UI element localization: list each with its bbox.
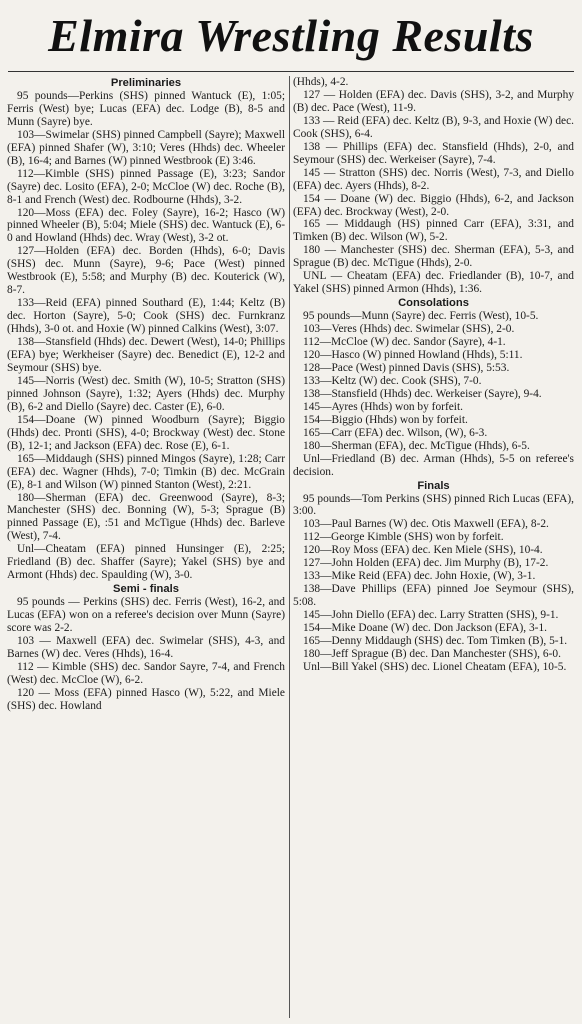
- result-entry: 95 pounds—Tom Perkins (SHS) pinned Rich Lucas (EFA), 3:00.: [293, 492, 574, 518]
- result-entry-continued: (Hhds), 4-2.: [293, 76, 349, 88]
- result-entry: 112—McCloe (W) dec. Sandor (Sayre), 4-1.: [303, 336, 506, 349]
- result-entry: 95 pounds—Munn (Sayre) dec. Ferris (West), 10-5.: [303, 310, 539, 323]
- result-entry: 127—Holden (EFA) dec. Borden (Hhds), 6-0; Davis (SHS) dec. Munn (Sayre), 9-6; Pace (West) pinned Westbrook (E), 5:58; and Murphy (B) dec. Kouterick (W), 8-7.: [7, 245, 285, 297]
- section-heading: Preliminaries: [110, 77, 182, 89]
- result-entry: 95 pounds — Perkins (SHS) dec. Ferris (West), 16-2, and Lucas (EFA) won on a referee's decision over Munn (Sayre) score was 2-2.: [7, 596, 285, 635]
- result-entry: Unl—Cheatam (EFA) pinned Hunsinger (E), 2:25; Friedland (B) dec. Shaffer (Sayre); Yakel (SHS) bye and Armont (Hhds) dec. Spaulding (W), 3-0.: [7, 543, 285, 582]
- result-entry: 103 — Maxwell (EFA) dec. Swimelar (SHS), 4-3, and Barnes (W) dec. Veres (Hhds), 16-4.: [7, 634, 285, 660]
- result-entry: 128—Pace (West) pinned Davis (SHS), 5:53.: [303, 361, 510, 374]
- result-entry: UNL — Cheatam (EFA) dec. Friedlander (B), 10-7, and Yakel (SHS) pinned Armon (Hhds), 1:36.: [293, 270, 574, 296]
- result-entry: 165—Carr (EFA) dec. Wilson, (W), 6-3.: [303, 426, 488, 439]
- result-entry: 145—Ayres (Hhds) won by forfeit.: [303, 400, 463, 413]
- result-entry: 138—Dave Phillips (EFA) pinned Joe Seymour (SHS), 5:08.: [293, 583, 574, 609]
- result-entry: 154—Biggio (Hhds) won by forfeit.: [303, 413, 468, 426]
- result-entry: 112 — Kimble (SHS) dec. Sandor Sayre, 7-4, and French (West) dec. McCloe (W), 6-2.: [7, 660, 285, 686]
- result-entry: Unl—Bill Yakel (SHS) dec. Lionel Cheatam (EFA), 10-5.: [303, 660, 567, 673]
- result-entry: 120—Roy Moss (EFA) dec. Ken Miele (SHS), 10-4.: [303, 544, 543, 557]
- section-heading: Finals: [417, 479, 450, 492]
- result-entry: 145—Norris (West) dec. Smith (W), 10-5; Stratton (SHS) pinned Johnson (Sayre), 1:32; Ayers (Hhds) dec. Murphy (B), 6-2 and Diello (Sayre) dec. Caster (E), 6-0.: [7, 374, 285, 413]
- result-entry: 180—Sherman (EFA), dec. McTigue (Hhds), 6-5.: [303, 439, 530, 452]
- result-entry: 133—Mike Reid (EFA) dec. John Hoxie, (W), 3-1.: [303, 570, 536, 583]
- result-entry: Unl—Friedland (B) dec. Arman (Hhds), 5-5 on referee's decision.: [293, 452, 574, 478]
- result-entry: 133—Keltz (W) dec. Cook (SHS), 7-0.: [303, 374, 482, 387]
- result-entry: 112—George Kimble (SHS) won by forfeit.: [303, 531, 504, 544]
- result-entry: 154 — Doane (W) dec. Biggio (Hhds), 6-2, and Jackson (EFA) dec. Brockway (West), 2-0.: [293, 192, 574, 218]
- result-entry: 165—Denny Middaugh (SHS) dec. Tom Timken (B), 5-1.: [303, 634, 568, 647]
- result-entry: 112—Kimble (SHS) pinned Passage (E), 3:23; Sandor (Sayre) dec. Losito (EFA), 2-0; McCloe (W) dec. Roche (B), 8-1 and French (West) dec. Rodbourne (Hhds), 3-2.: [7, 167, 285, 206]
- column-divider: [289, 76, 290, 1018]
- result-entry: 120 — Moss (EFA) pinned Hasco (W), 5:22, and Miele (SHS) dec. Howland: [7, 686, 285, 712]
- result-entry: 127—John Holden (EFA) dec. Jim Murphy (B), 17-2.: [303, 557, 549, 570]
- result-entry: 180—Jeff Sprague (B) dec. Dan Manchester (SHS), 6-0.: [303, 647, 561, 660]
- result-entry: 145 — Stratton (SHS) dec. Norris (West), 7-3, and Diello (EFA) dec. Ayers (Hhds), 8-2.: [293, 166, 574, 192]
- result-entry: 103—Paul Barnes (W) dec. Otis Maxwell (EFA), 8-2.: [303, 518, 549, 531]
- result-entry: 95 pounds—Perkins (SHS) pinned Wantuck (E), 1:05; Ferris (West) bye; Lucas (EFA) dec. Lodge (B), 8-5 and Munn (Sayre) bye.: [7, 89, 285, 128]
- result-entry: 180 — Manchester (SHS) dec. Sherman (EFA), 5-3, and Sprague (B) dec. McTigue (Hhds), 2-0.: [293, 244, 574, 270]
- result-entry: 103—Swimelar (SHS) pinned Campbell (Sayre); Maxwell (EFA) pinned Shafer (W), 3:10; Veres (Hhds) dec. Wheeler (B), 16-4; and Barnes (W) pinned Westbrook (E) 3:46.: [7, 128, 285, 167]
- result-entry: 103—Veres (Hhds) dec. Swimelar (SHS), 2-0.: [303, 323, 515, 336]
- result-entry: 133—Reid (EFA) pinned Southard (E), 1:44; Keltz (B) dec. Horton (Sayre), 5-0; Cook (SHS) dec. Furnkranz (Hhds), 3-0 ot. and Hoxie (W) pinned Calkins (West), 3:07.: [7, 297, 285, 336]
- result-entry: 145—John Diello (EFA) dec. Larry Stratten (SHS), 9-1.: [303, 609, 559, 622]
- section-heading: Consolations: [398, 297, 469, 310]
- result-entry: 165—Middaugh (SHS) pinned Mingos (Sayre), 1:28; Carr (EFA) dec. Wagner (Hhds), 7-0; Timkin (B) dec. McGrain (E), 8-1 and Wilson (W) pinned Stanton (West), 2:21.: [7, 452, 285, 491]
- result-entry: 138—Stansfield (Hhds) dec. Werkeiser (Sayre), 9-4.: [303, 387, 542, 400]
- headline: Elmira Wrestling Results: [48, 10, 534, 61]
- result-entry: 138—Stansfield (Hhds) dec. Dewert (West), 14-0; Phillips (EFA) bye; Werkheiser (Sayre) dec. Benedict (E), 12-2 and Seymour (SHS) bye.: [7, 336, 285, 374]
- result-entry: 154—Mike Doane (W) dec. Don Jackson (EFA), 3-1.: [303, 622, 547, 635]
- result-entry: 165 — Middaugh (HS) pinned Carr (EFA), 3:31, and Timken (B) dec. Wilson (W), 5-2.: [293, 218, 574, 244]
- result-entry: 120—Moss (EFA) dec. Foley (Sayre), 16-2; Hasco (W) pinned Wheeler (B), 5:04; Miele (SHS) dec. Wantuck (E), 6-0 and Howland (Hhds) dec. Wray (West), 3-2 ot.: [7, 206, 285, 245]
- result-entry: 138 — Phillips (EFA) dec. Stansfield (Hhds), 2-0, and Seymour (SHS) dec. Werkeiser (Sayre), 7-4.: [293, 140, 574, 166]
- result-entry: 154—Doane (W) pinned Woodburn (Sayre); Biggio (Hhds) dec. Pronti (SHS), 4-0; Brockway (West) dec. Stone (B), 12-1; and Jackson (EFA) dec. Rose (E), 6-1.: [7, 413, 285, 452]
- result-entry: 133 — Reid (EFA) dec. Keltz (B), 9-3, and Hoxie (W) dec. Cook (SHS), 6-4.: [293, 114, 574, 140]
- left-column: [7, 76, 285, 1016]
- right-column: [293, 76, 574, 1016]
- result-entry: 127 — Holden (EFA) dec. Davis (SHS), 3-2, and Murphy (B) dec. Pace (West), 11-9.: [293, 88, 574, 114]
- section-heading: Semi - finals: [113, 583, 179, 596]
- result-entry: 180—Sherman (EFA) dec. Greenwood (Sayre), 8-3; Manchester (SHS) dec. Bonning (W), 5-3; Sprague (B) pinned Passage (E), :51 and McTigue (Hhds) dec. Barleve (West), 7-4.: [7, 491, 285, 543]
- result-entry: 120—Hasco (W) pinned Howland (Hhds), 5:11.: [303, 349, 523, 362]
- headline-rule: [8, 71, 574, 72]
